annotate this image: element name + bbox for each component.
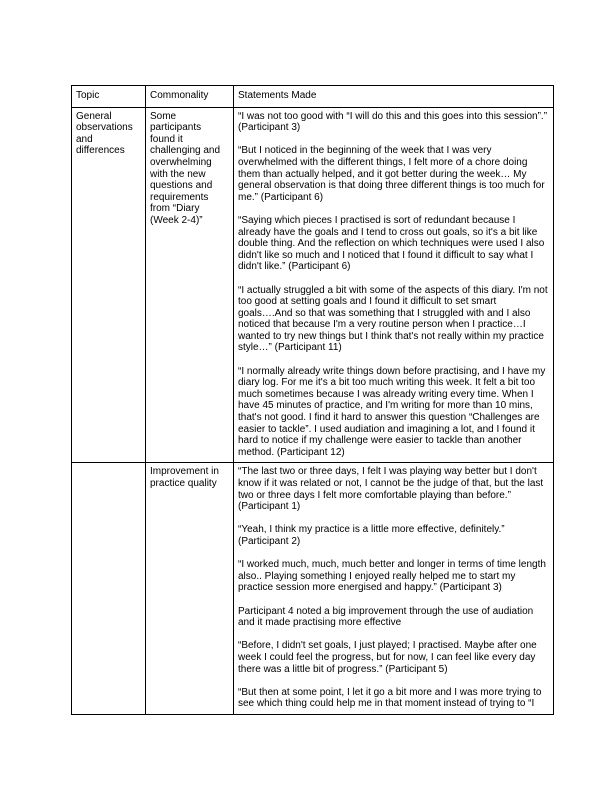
statements-cell [234,463,554,714]
statements-table [71,85,554,715]
column-header-commonality: Commonality [146,86,234,108]
table-header-row [72,86,554,108]
topic-cell [72,463,146,714]
topic-cell: General observations and differences [72,107,146,463]
statement-paragraph: “I normally already write things down before practising, and I have my diary log. For me it's a bit too much writing this week. It felt a bit too much sometimes because I was already writing every time. When I have 45 minutes of practice, and I'm writing for more than 10 mins, that's not good. I find it hard to answer this question “Challenges are easier to tackle”. I used audiation and imagining a lot, and I found it hard to notice if my challenge were easier to tackle than another method. (Participant 12) [238,365,546,458]
table-row-general-observations [72,107,554,463]
commonality-cell: Some participants found it challenging and overwhelming with the new questions and requirements from “Diary (Week 2-4)” [146,107,234,463]
table-row-improvement-practice-quality [72,463,554,714]
statements-cell [234,107,554,463]
commonality-cell: Improvement in practice quality [146,463,234,714]
statement-paragraph: “I worked much, much, much better and longer in terms of time length also.. Playing something I enjoyed really helped me to start my practice session more energised and happy.” (Participant 3) [238,559,546,594]
statement-paragraph: “I was not too good with “I will do this and this goes into this session”.” (Participant 3) [238,110,548,134]
statement-paragraph: “But then at some point, I let it go a bit more and I was more trying to see which thing could help me in that moment instead of trying to “I [238,686,542,710]
column-header-statements-made: Statements Made [234,86,554,108]
statement-paragraph: “Yeah, I think my practice is a little more effective, definitely.” (Participant 2) [238,524,505,547]
statement-paragraph: “I actually struggled a bit with some of the aspects of this diary. I'm not too good at setting goals and I found it difficult to set smart goals….And so that was something that I struggled with and I also noticed that because I'm a very routine person when I practice…I wanted to try new things but I think that's not really within my practice style…” (Participant 11) [238,284,548,354]
statement-paragraph: “The last two or three days, I felt I was playing way better but I don't know if it was related or not, I cannot be the judge of that, but the last two or three days I felt more comfortable playing than before.” (Participant 1) [238,466,544,513]
statement-paragraph: “Before, I didn't set goals, I just played; I practised. Maybe after one week I could feel the progress, but for now, I can feel like every day there was a little bit of progress.” (Participant 5) [238,640,537,675]
statement-paragraph: “Saying which pieces I practised is sort of redundant because I already have the goals and I tend to cross out goals, so it's a bit like double thing. And the reflection on which techniques were used I also didn't like so much and I noticed that I found it difficult to say what I didn't like.” (Participant 6) [238,214,545,273]
statement-paragraph: “But I noticed in the beginning of the week that I was very overwhelmed with the different things, I felt more of a chore doing them than actually helped, and it got better during the week… My general observation is that doing three different things is too much for me.” (Participant 6) [238,145,545,203]
statement-paragraph: Participant 4 noted a big improvement through the use of audiation and it made practising more effective [238,605,534,629]
column-header-topic: Topic [72,86,146,108]
